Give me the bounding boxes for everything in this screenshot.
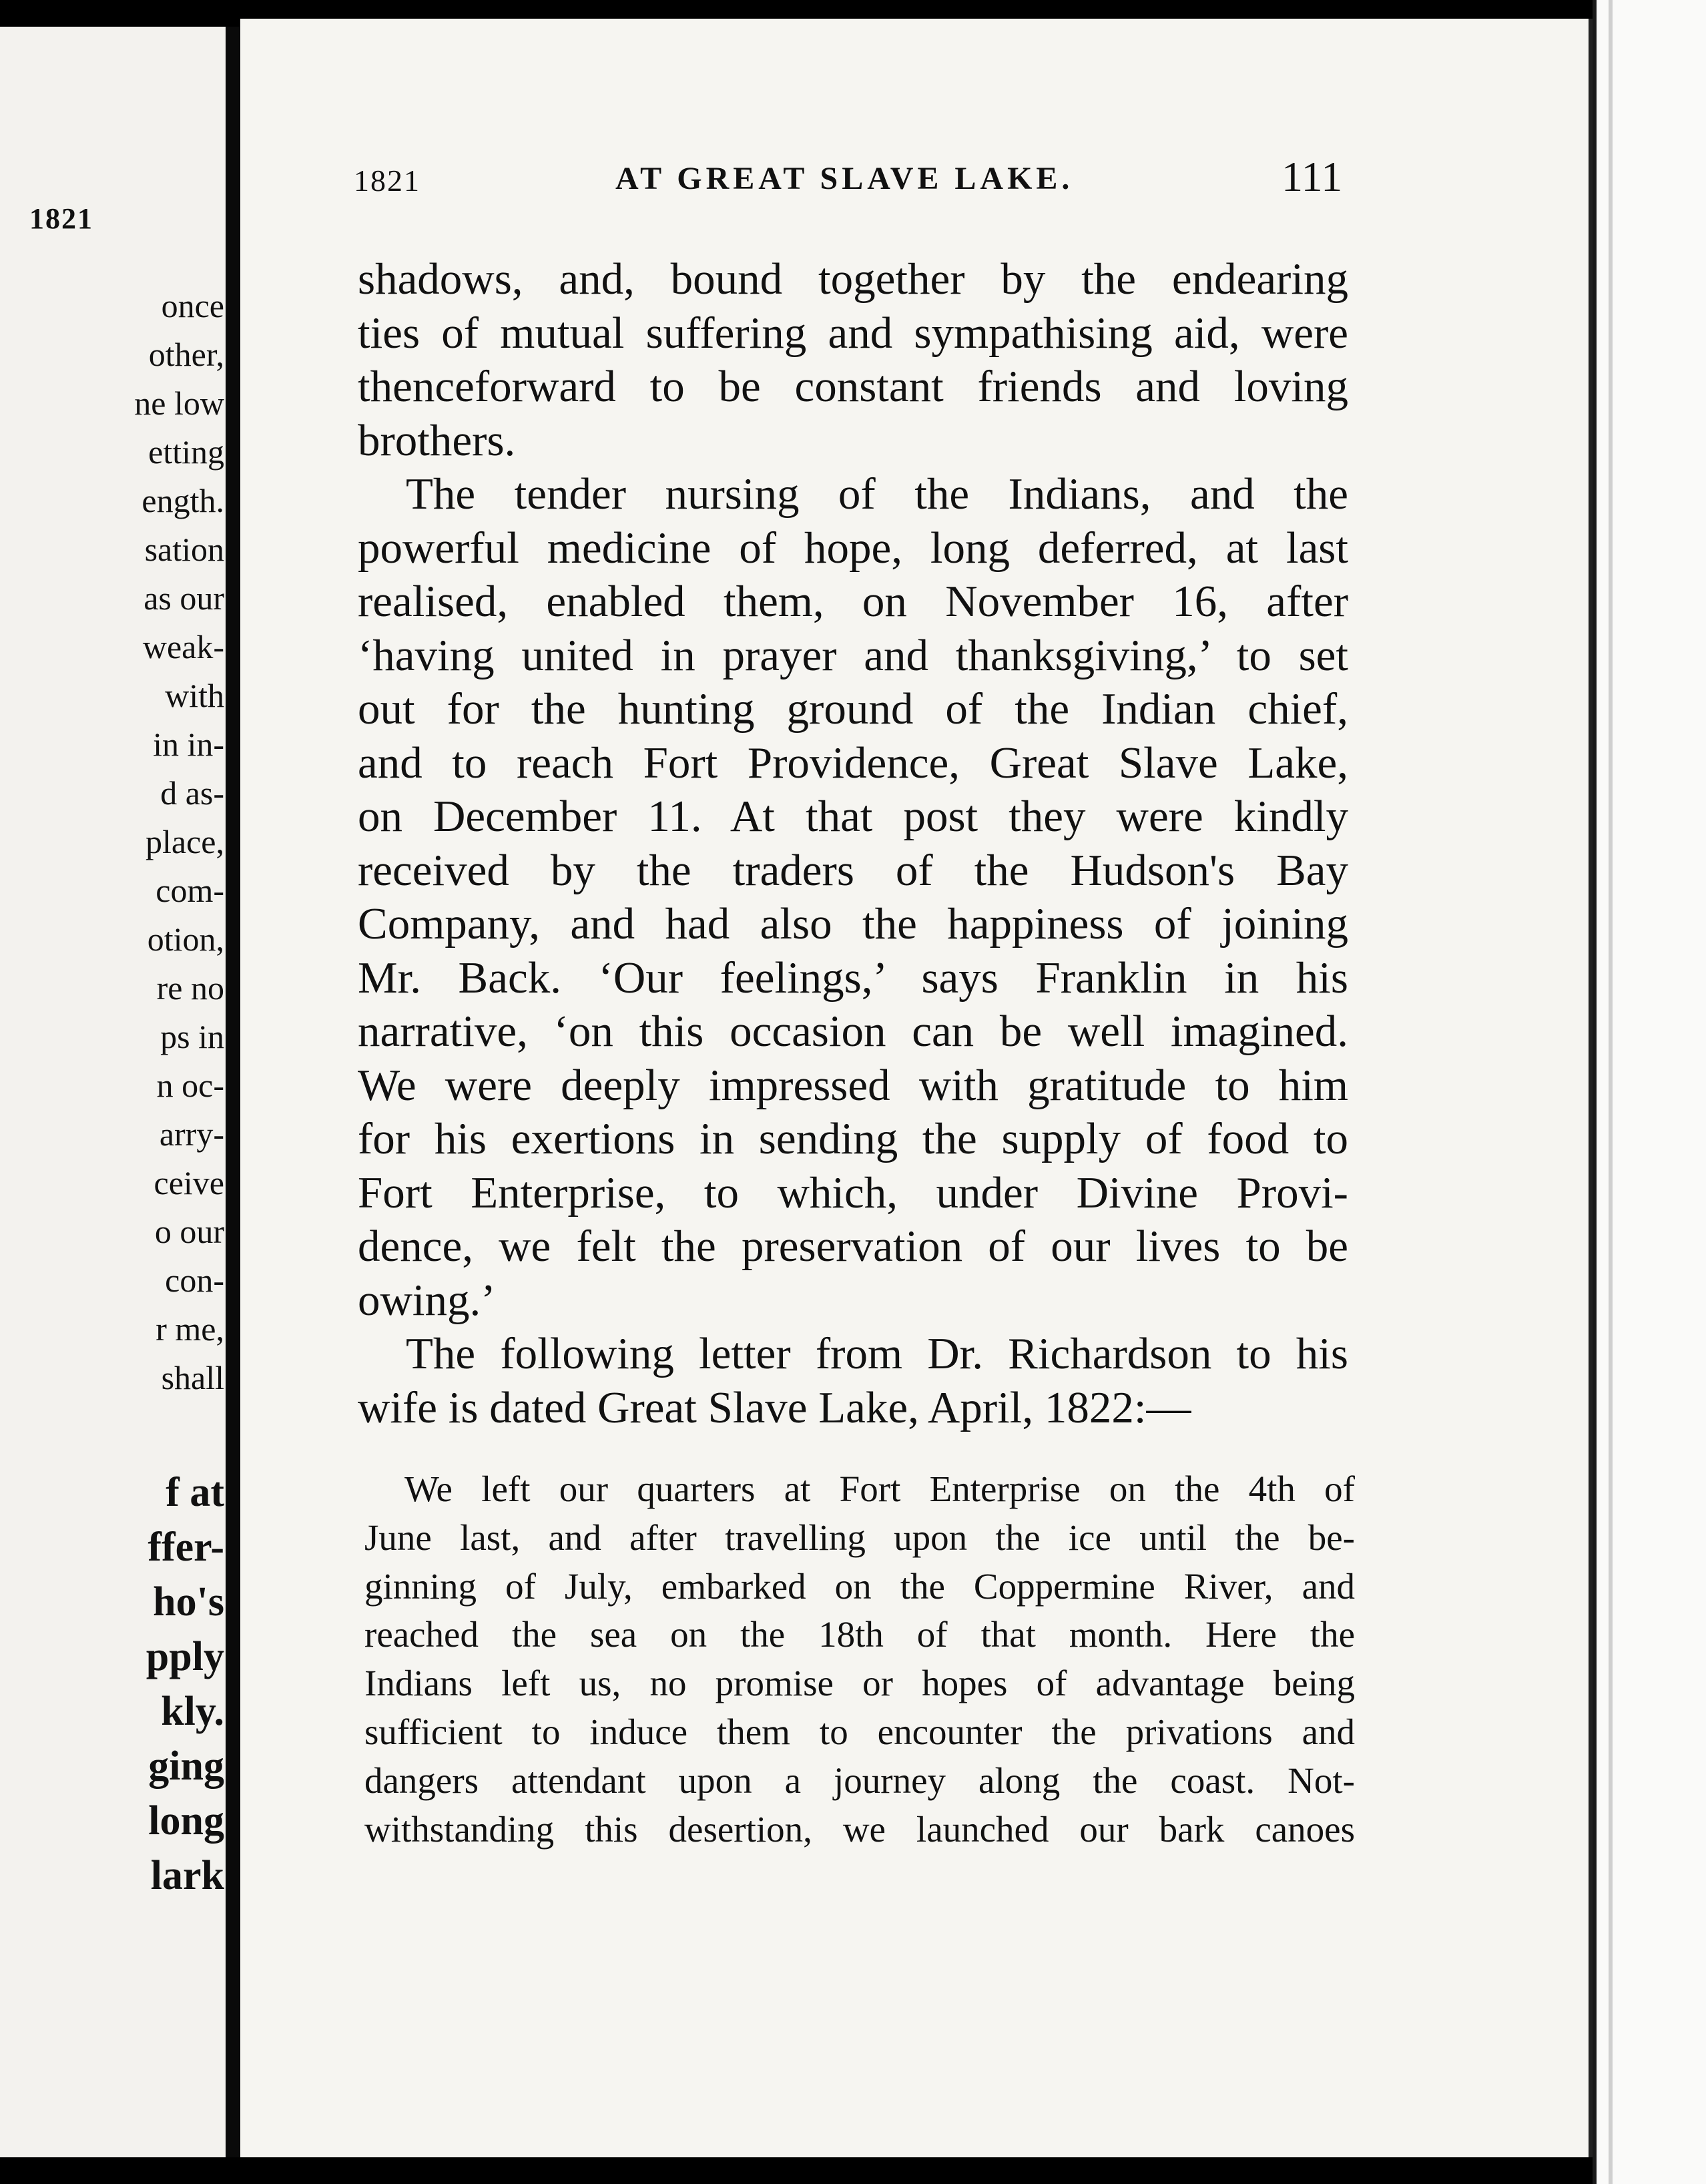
letter-line: ginning of July, embarked on the Coppermine River, and xyxy=(364,1565,1355,1607)
body-line: narrative, ‘on this occasion can be well imagined. xyxy=(358,1007,1348,1056)
body-line: ‘having united in prayer and thanksgiving,’ to set xyxy=(358,630,1348,680)
page-number: 111 xyxy=(1282,153,1343,200)
body-line: realised, enabled them, on November 16, after xyxy=(358,577,1348,626)
letter-line: sufficient to induce them to encounter the privations and xyxy=(364,1711,1355,1752)
facing-page-line: arry- xyxy=(159,1115,224,1153)
facing-page-line: ne low xyxy=(134,384,224,422)
body-line: out for the hunting ground of the Indian chief, xyxy=(358,684,1348,734)
running-head-year: 1821 xyxy=(354,164,420,198)
facing-page-line: r me, xyxy=(156,1310,224,1348)
running-head-title: AT GREAT SLAVE LAKE. xyxy=(615,161,1074,196)
facing-page-line: otion, xyxy=(147,920,224,958)
body-line: Company, and had also the happiness of joining xyxy=(358,899,1348,948)
letter-line: Indians left us, no promise or hopes of advantage being xyxy=(364,1663,1355,1704)
facing-page-line: sation xyxy=(144,531,224,568)
body-line: shadows, and, bound together by the endearing xyxy=(358,254,1348,304)
body-line: Mr. Back. ‘Our feelings,’ says Franklin in his xyxy=(358,952,1348,1003)
facing-page-line: once xyxy=(161,287,224,324)
facing-page-line: shall xyxy=(161,1359,224,1396)
body-line: received by the traders of the Hudson's Bay xyxy=(358,845,1348,895)
body-line: for his exertions in sending the supply of food to xyxy=(358,1114,1348,1163)
letter-line: We left our quarters at Fort Enterprise on the 4th of xyxy=(404,1468,1355,1509)
facing-page-line: ps in xyxy=(160,1018,224,1055)
facing-page-line: weak- xyxy=(142,628,224,665)
letter-line: withstanding this desertion, we launched our bark canoes xyxy=(364,1808,1355,1850)
body-line: ties of mutual suffering and sympathising aid, were xyxy=(358,308,1348,358)
body-line: on December 11. At that post they were kindly xyxy=(358,792,1348,841)
facing-page-line: other, xyxy=(148,336,224,373)
facing-page-line: n oc- xyxy=(156,1067,224,1104)
facing-page-line: lark xyxy=(150,1853,224,1898)
letter-line: June last, and after travelling upon the ice until the be- xyxy=(364,1517,1355,1558)
facing-page-line: o our xyxy=(154,1213,224,1250)
facing-page-line: f at xyxy=(166,1470,224,1515)
facing-page-line: ho's xyxy=(153,1579,224,1625)
facing-page-line: as our xyxy=(144,579,224,617)
body-line: brothers. xyxy=(358,415,516,465)
body-text xyxy=(358,252,1348,1434)
body-line: The following letter from Dr. Richardson to his xyxy=(406,1329,1348,1378)
body-line: thenceforward to be constant friends and loving xyxy=(358,362,1348,411)
facing-page-line: ffer- xyxy=(148,1525,224,1570)
letter-line: dangers attendant upon a journey along the coast. Not- xyxy=(364,1759,1355,1801)
facing-page xyxy=(0,27,226,2157)
facing-page-line: ength. xyxy=(141,482,224,519)
letter-line: reached the sea on the 18th of that month. Here the xyxy=(364,1614,1355,1655)
body-line: wife is dated Great Slave Lake, April, 1822:— xyxy=(358,1382,1191,1432)
running-head xyxy=(354,152,1368,212)
facing-page-line: ging xyxy=(148,1743,224,1789)
body-line: powerful medicine of hope, long deferred, at last xyxy=(358,523,1348,573)
facing-page-line: con- xyxy=(165,1262,224,1299)
facing-page-line: with xyxy=(165,677,224,714)
page-edge xyxy=(1593,0,1706,2184)
body-line: dence, we felt the preservation of our lives to be xyxy=(358,1221,1348,1271)
facing-page-line: re no xyxy=(156,969,224,1007)
facing-page-line: etting xyxy=(148,433,224,471)
body-line: Fort Enterprise, to which, under Divine Provi- xyxy=(358,1167,1348,1217)
facing-page-line: pply xyxy=(146,1634,224,1679)
facing-page-line: long xyxy=(148,1798,224,1844)
body-line: The tender nursing of the Indians, and the xyxy=(406,469,1348,519)
facing-page-line: ceive xyxy=(154,1164,224,1201)
facing-page-line: com- xyxy=(156,872,224,909)
letter-extract xyxy=(364,1465,1355,1854)
facing-page-line: in in- xyxy=(153,726,224,763)
book-gutter xyxy=(226,27,240,2157)
facing-page-header-year: 1821 xyxy=(29,202,93,235)
facing-page-line: kly. xyxy=(161,1689,224,1734)
facing-page-line: d as- xyxy=(160,774,224,812)
body-line: owing.’ xyxy=(358,1275,496,1325)
body-line: and to reach Fort Providence, Great Slave Lake, xyxy=(358,738,1348,788)
body-line: We were deeply impressed with gratitude to him xyxy=(358,1060,1348,1110)
facing-page-line: place, xyxy=(146,823,224,860)
